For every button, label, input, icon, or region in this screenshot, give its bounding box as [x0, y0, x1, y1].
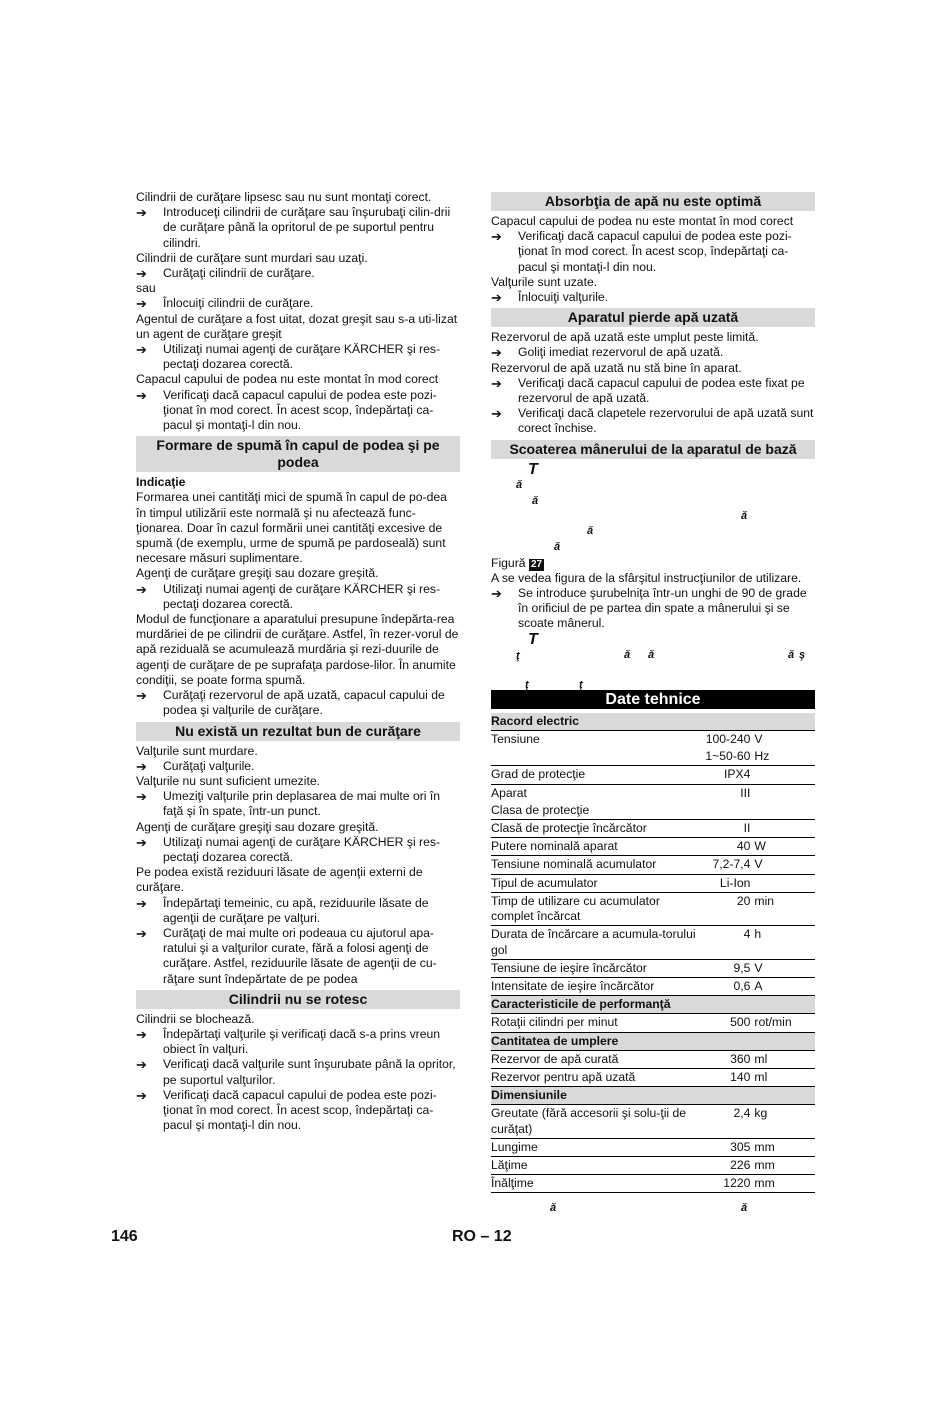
instruction-item: [491, 290, 815, 305]
spec-unit: mm: [754, 1157, 775, 1172]
instruction-text: Îndepărtaţi valţurile şi verificaţi dacă s-a prins vreun obiect în valţuri.: [163, 1026, 441, 1057]
spec-unit: [754, 766, 815, 784]
spec-category: Caracteristicile de performanţă: [491, 996, 815, 1014]
instruction-text: Goliţi imediat rezervorul de apă uzată.: [518, 345, 724, 360]
arrow-icon: ➔: [136, 1026, 147, 1042]
arrow-icon: ➔: [136, 296, 147, 312]
instruction-item: [136, 759, 460, 774]
technical-data-table: [491, 713, 815, 1193]
stray-glyph: ţ: [516, 649, 520, 662]
spec-value: 20: [736, 893, 751, 908]
spec-unit: [754, 820, 815, 838]
arrow-icon: ➔: [136, 895, 147, 911]
spec-row: [491, 820, 815, 838]
spec-unit: [754, 874, 815, 892]
spec-label: Clasa de protecţie: [491, 802, 590, 817]
spec-label: Clasă de protecţie încărcător: [491, 821, 647, 836]
spec-label: Greutate (fără accesorii şi solu-ţii de curăţat): [491, 1106, 687, 1136]
note-label: Indicaţie: [136, 475, 186, 490]
stray-glyph: ă: [532, 494, 539, 507]
paragraph: Capacul capului de podea nu este montat în mod corect: [491, 214, 794, 228]
arrow-icon: ➔: [136, 789, 147, 805]
instruction-item: [136, 789, 460, 819]
spec-row: [491, 1105, 815, 1138]
spec-unit: kg: [754, 1106, 768, 1121]
instruction-item: [136, 1027, 460, 1057]
paragraph: Cilindrii de curăţare lipsesc sau nu sunt montaţi corect.: [136, 190, 432, 204]
arrow-icon: ➔: [491, 406, 502, 422]
arrow-icon: ➔: [136, 688, 147, 704]
instruction-item: [136, 896, 460, 926]
paragraph: Modul de funcţionare a aparatului presupune îndepărta-rea murdăriei de pe cilindrii de curăţare. Astfel, în rezer-vorul de apă reziduală se acumulează murdăria şi rezi-duurile de agenţi de curăţare de pe suprafaţa pardose-lilor. În anumite condiţii, se poate forma spumă.: [136, 612, 459, 687]
spec-value: II: [743, 821, 751, 836]
instruction-text: Utilizaţi numai agenţi de curăţare KÄRCHER şi res-pectaţi dozarea corectă.: [163, 342, 441, 372]
stray-glyph: ţ: [579, 678, 583, 691]
spec-unit: V: [754, 732, 763, 747]
arrow-icon: ➔: [491, 290, 502, 306]
spec-value: 9,5: [733, 960, 751, 975]
spec-label: Timp de utilizare cu acumulator complet încărcat: [491, 893, 660, 924]
stray-glyph: ă: [554, 540, 561, 553]
instruction-item: [491, 229, 815, 275]
instruction-item: [491, 586, 815, 632]
spec-value: Li-Ion: [719, 875, 751, 890]
paragraph: Valţurile sunt murdare.: [136, 743, 258, 758]
instruction-item: [136, 296, 460, 311]
instruction-item: [136, 582, 460, 612]
paragraph: Rezervorul de apă uzată nu stă bine în aparat.: [491, 360, 742, 375]
instruction-text: Verificaţi dacă clapetele rezervorului de apă uzată sunt corect închise.: [518, 406, 814, 436]
spec-value: 1~50-60: [705, 749, 751, 764]
spec-label: Rotaţii cilindri per minut: [491, 1015, 618, 1030]
spec-row: [491, 784, 815, 802]
instruction-text: Curăţaţi rezervorul de apă uzată, capacul capului de podea şi valţurile de curăţare.: [163, 688, 445, 718]
spec-unit: A: [754, 978, 763, 993]
spec-label: Tensiune: [491, 732, 540, 747]
instruction-item: [491, 406, 815, 436]
spec-category-row: [491, 1032, 815, 1050]
spec-unit: [754, 802, 815, 820]
paragraph: Rezervorul de apă uzată este umplut peste limită.: [491, 330, 759, 345]
spec-value: III: [740, 785, 751, 800]
paragraph: Cilindrii se blochează.: [136, 1011, 255, 1026]
spec-value: 140: [730, 1069, 751, 1084]
instruction-text: Înlocuiţi cilindrii de curăţare.: [163, 296, 314, 311]
paragraph: Pe podea există reziduuri lăsate de agenţii externi de curăţare.: [136, 865, 423, 895]
paragraph: Cilindrii de curăţare sunt murdari sau uzaţi.: [136, 250, 368, 265]
technical-data-title: Date tehnice: [491, 690, 815, 709]
stray-glyph: ă: [550, 1202, 557, 1215]
instruction-item: [136, 1057, 460, 1087]
spec-row: [491, 874, 815, 892]
spec-unit: ml: [754, 1051, 768, 1066]
spec-row: [491, 1138, 815, 1156]
spec-row: [491, 1068, 815, 1086]
spec-unit: W: [754, 839, 766, 854]
spec-label: Tensiune de ieşire încărcător: [491, 960, 647, 975]
spec-row: [491, 959, 815, 977]
arrow-icon: ➔: [136, 1087, 147, 1103]
spec-unit: V: [754, 857, 763, 872]
paragraph: Capacul capului de podea nu este montat în mod corect: [136, 372, 439, 387]
spec-category-row: [491, 713, 815, 731]
spec-row: [491, 977, 815, 995]
instruction-text: Verificaţi dacă capacul capului de podea este fixat pe rezervorul de apă uzată.: [518, 375, 805, 406]
spec-label: Tipul de acumulator: [491, 875, 598, 890]
instruction-text: Verificaţi dacă valţurile sunt înşurubate până la opritor, pe suportul valţurilor.: [163, 1057, 456, 1087]
left-column: [136, 190, 460, 1133]
spec-category-row: [491, 996, 815, 1014]
paragraph: Agenţi de curăţare greşiţi sau dozare greşită.: [136, 566, 379, 581]
stray-glyph: ă: [648, 648, 655, 661]
instruction-text: Verificaţi dacă capacul capului de podea este pozi-ţionat în mod corect. În acest scop, îndepărtaţi ca-pacul şi montaţi-l din nou.: [163, 1087, 437, 1133]
paragraph: A se vedea figura de la sfârşitul instrucţiunilor de utilizare.: [491, 570, 802, 585]
section-code: RO – 12: [452, 1228, 512, 1245]
arrow-icon: ➔: [136, 758, 147, 774]
spec-label: Durata de încărcare a acumula-torului gol: [491, 927, 696, 957]
arrow-icon: ➔: [491, 345, 502, 361]
spec-value: 100-240: [705, 732, 751, 747]
figure-reference: [491, 556, 815, 571]
spec-row: [491, 731, 815, 749]
paragraph: Valţurile nu sunt suficient umezite.: [136, 773, 321, 788]
paragraph: Valţurile sunt uzate.: [491, 274, 598, 289]
section-heading: Aparatul pierde apă uzată: [491, 308, 815, 327]
spec-row: [491, 1156, 815, 1174]
arrow-icon: ➔: [136, 266, 147, 282]
spec-unit: rot/min: [754, 1015, 792, 1030]
instruction-text: Utilizaţi numai agenţi de curăţare KÄRCHER şi res-pectaţi dozarea corectă.: [163, 581, 441, 611]
spec-value: 0,6: [733, 978, 751, 993]
spec-label: Intensitate de ieşire încărcător: [491, 978, 655, 993]
section-heading: Cilindrii nu se rotesc: [136, 990, 460, 1009]
spec-label: Putere nominală aparat: [491, 839, 618, 854]
stray-glyph: T: [528, 460, 538, 478]
spec-value: [698, 802, 755, 820]
stray-glyph: T: [528, 630, 538, 648]
figure-label: Figură: [491, 555, 526, 570]
garbled-text-area: [491, 1193, 815, 1219]
page-number: 146: [111, 1228, 138, 1245]
instruction-item: [136, 835, 460, 865]
spec-label: Rezervor pentru apă uzată: [491, 1069, 636, 1084]
spec-unit: Hz: [754, 749, 770, 764]
spec-row: [491, 892, 815, 925]
spec-row: [491, 748, 815, 766]
figure-number-badge: 27: [530, 558, 543, 570]
paragraph: Agentul de curăţare a fost uitat, dozat greşit sau s-a uti-lizat un agent de curăţare greşit: [136, 311, 458, 341]
spec-value: IPX4: [723, 767, 751, 782]
paragraph: Agenţi de curăţare greşiţi sau dozare greşită.: [136, 819, 379, 834]
spec-row: [491, 1175, 815, 1193]
arrow-icon: ➔: [136, 387, 147, 403]
section-heading: Formare de spumă în capul de podea şi pe podea: [136, 436, 460, 472]
instruction-text: Verificaţi dacă capacul capului de podea este pozi-ţionat în mod corect. În acest scop, îndepărtaţi ca-pacul şi montaţi-l din nou.: [163, 387, 437, 433]
instruction-item: [136, 342, 460, 372]
spec-unit: [754, 784, 815, 802]
instruction-item: [136, 266, 460, 281]
spec-value: 4: [743, 927, 751, 942]
spec-row: [491, 856, 815, 874]
spec-unit: min: [754, 893, 775, 908]
spec-value: 40: [736, 839, 751, 854]
stray-glyph: ş: [799, 648, 806, 661]
instruction-text: Umeziţi valţurile prin deplasarea de mai multe ori în faţă şi în spate, într-un punct.: [163, 789, 441, 819]
spec-row: [491, 1050, 815, 1068]
arrow-icon: ➔: [491, 586, 502, 602]
right-column: [491, 190, 815, 1219]
spec-row: [491, 838, 815, 856]
instruction-text: Verificaţi dacă capacul capului de podea este pozi-ţionat în mod corect. În acest scop, îndepărtaţi ca-pacul şi montaţi-l din nou.: [518, 229, 792, 274]
instruction-item: [136, 1088, 460, 1134]
spec-value: 360: [730, 1051, 751, 1066]
spec-label: Lungime: [491, 1139, 538, 1154]
stray-glyph: ă: [516, 478, 523, 491]
arrow-icon: ➔: [136, 205, 147, 221]
spec-unit: mm: [754, 1139, 775, 1154]
instruction-text: Introduceţi cilindrii de curăţare sau înşurubaţi cilin-drii de curăţare până la opritorul de pe suportul pentru cilindri.: [163, 205, 451, 250]
instruction-text: Se introduce şurubelniţa într-un unghi de 90 de grade în orificiul de pe partea din spate a mânerului şi se scoate mânerul.: [518, 586, 807, 631]
spec-value: 2,4: [733, 1106, 751, 1121]
spec-row: [491, 766, 815, 784]
spec-category: Cantitatea de umplere: [491, 1032, 815, 1050]
spec-unit: ml: [754, 1069, 768, 1084]
spec-label: Înălţime: [491, 1176, 534, 1191]
spec-unit: mm: [754, 1176, 775, 1191]
instruction-item: [136, 388, 460, 434]
instruction-item: [136, 688, 460, 718]
spec-value: 7,2-7,4: [712, 857, 751, 872]
instruction-item: [136, 926, 460, 987]
instruction-text: Îndepărtaţi temeinic, cu apă, reziduurile lăsate de agenţii de curăţare pe valţuri.: [163, 895, 429, 925]
arrow-icon: ➔: [136, 342, 147, 358]
instruction-text: Curăţaţi valţurile.: [163, 758, 255, 773]
arrow-icon: ➔: [136, 1057, 147, 1073]
instruction-text: Înlocuiţi valţurile.: [518, 290, 609, 305]
spec-value: 1220: [723, 1176, 751, 1191]
spec-label: Grad de protecţie: [491, 767, 586, 782]
spec-value: 500: [730, 1015, 751, 1030]
spec-row: [491, 926, 815, 959]
spec-category: Dimensiunile: [491, 1087, 815, 1105]
garbled-text-area: [491, 632, 815, 698]
stray-glyph: ă: [624, 648, 631, 661]
instruction-text: Curăţaţi de mai multe ori podeaua cu ajutorul apa-ratului şi a valţurilor curate, fără a folosi agenţi de curăţare. Astfel, reziduurile lăsate de agenţii de cu-răţare sunt îndepărtate de pe podea: [163, 925, 437, 986]
spec-label: Rezervor de apă curată: [491, 1051, 619, 1066]
section-heading: Absorbţia de apă nu este optimă: [491, 192, 815, 211]
arrow-icon: ➔: [136, 581, 147, 597]
section-heading: Nu există un rezultat bun de curăţare: [136, 722, 460, 741]
stray-glyph: ă: [741, 1202, 748, 1215]
spec-category: Racord electric: [491, 713, 815, 731]
arrow-icon: ➔: [136, 834, 147, 850]
garbled-text-area: [491, 462, 815, 556]
spec-label: Tensiune nominală acumulator: [491, 857, 657, 872]
spec-row: [491, 802, 815, 820]
instruction-item: [491, 345, 815, 360]
stray-glyph: ă: [741, 509, 748, 522]
spec-value: 305: [730, 1139, 751, 1154]
instruction-text: Utilizaţi numai agenţi de curăţare KÄRCHER şi res-pectaţi dozarea corectă.: [163, 834, 441, 864]
paragraph: Formarea unei cantităţi mici de spumă în capul de po-dea în timpul utilizării este normală şi nu afectează func-ţionarea. Doar în cazul formării unei cantităţi excesive de spumă (de exemplu, urme de spumă pe pardoseală) sunt necesare măsuri suplimentare.: [136, 490, 447, 566]
spec-label: Aparat: [491, 785, 527, 800]
spec-unit: h: [754, 927, 762, 942]
instruction-item: [136, 205, 460, 251]
section-heading: Scoaterea mânerului de la aparatul de bază: [491, 440, 815, 459]
spec-value: 226: [730, 1157, 751, 1172]
instruction-text: Curăţaţi cilindrii de curăţare.: [163, 266, 315, 281]
spec-unit: V: [754, 960, 763, 975]
stray-glyph: ă: [587, 524, 594, 537]
spec-category-row: [491, 1087, 815, 1105]
spec-label: Lăţime: [491, 1157, 528, 1172]
spec-label: [491, 748, 698, 766]
stray-glyph: ă: [788, 648, 795, 661]
instruction-item: [491, 376, 815, 406]
arrow-icon: ➔: [136, 925, 147, 941]
paragraph: sau: [136, 281, 156, 296]
stray-glyph: ţ: [525, 678, 529, 691]
arrow-icon: ➔: [491, 375, 502, 391]
spec-row: [491, 1014, 815, 1032]
arrow-icon: ➔: [491, 229, 502, 245]
